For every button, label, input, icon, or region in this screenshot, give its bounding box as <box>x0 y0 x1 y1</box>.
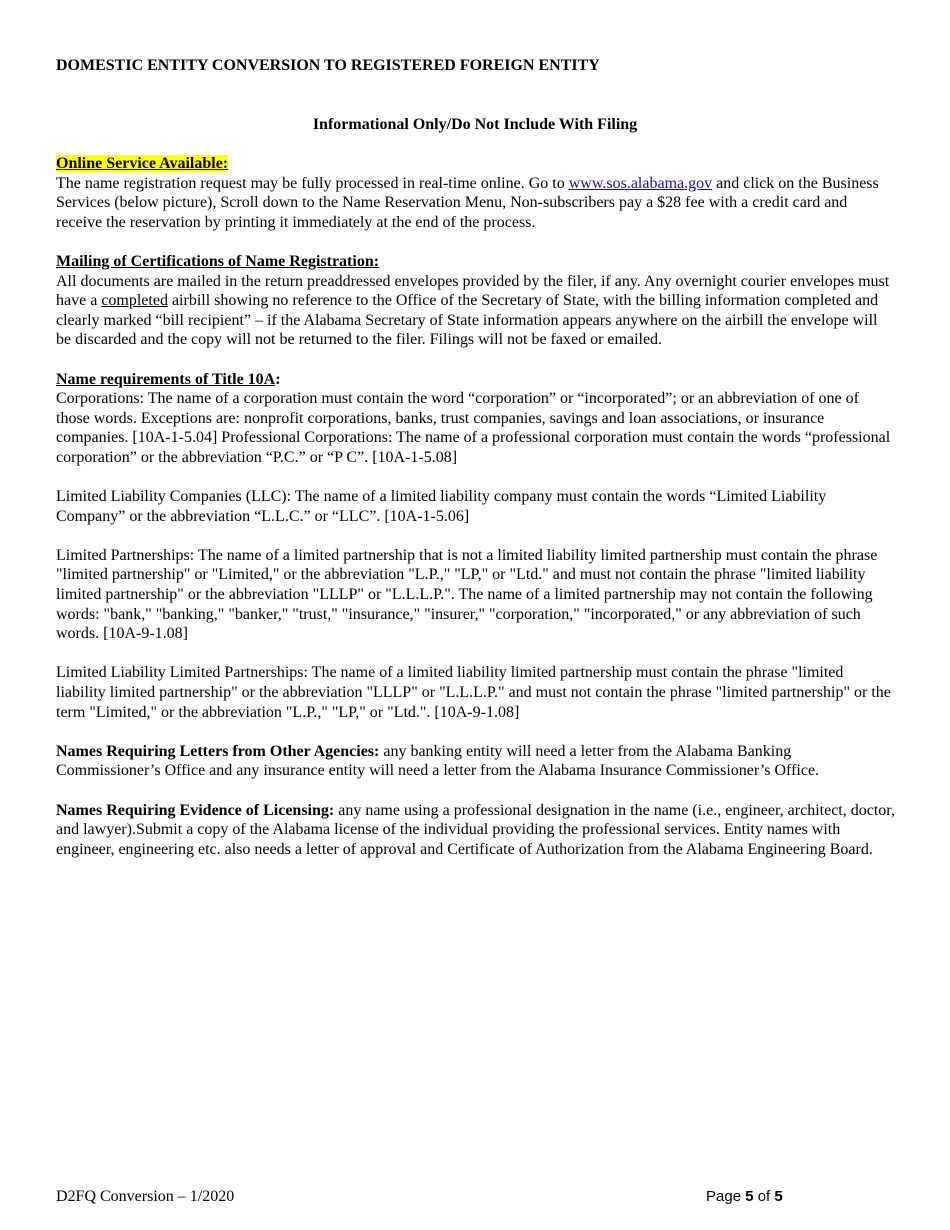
online-service-text-end: and click on the Business Services (below picture), Scroll down to the Name Reservation Menu, Non-subscribers pay a $28 fee with a credit card and receive the reservation by printing it immediately at the end of the process. <box>56 174 879 231</box>
completed-underlined-word: completed <box>101 292 168 310</box>
page-word: Page <box>706 1188 746 1205</box>
licensing-text: any name using a professional designation in the name (i.e., engineer, architect, doctor, and lawyer).Submit a copy of the Alabama license of the individual providing the professional services. Entity names with engineer, engineering etc. also needs a letter of approval and Certificate of Authorization from the Alabama Engineering Board. <box>56 801 895 858</box>
other-agencies-section <box>56 742 896 781</box>
corporations-paragraph: Corporations: The name of a corporation must contain the word “corporation” or “incorporated”; or an abbreviation of one of those words. Exceptions are: nonprofit corporations, banks, trust companies, savings and loan associations, or insurance companies. [10A-1-5.04] Professional Corporations: The name of a professional corporation must contain the words “professional corporation” or the abbreviation “P.C.” or “P C”. [10A-1-5.08] <box>56 390 891 466</box>
mailing-heading: Mailing of Certifications of Name Registration: <box>56 252 380 270</box>
document-title: DOMESTIC ENTITY CONVERSION TO REGISTERED FOREIGN ENTITY <box>56 57 600 74</box>
name-requirements-section <box>56 370 896 468</box>
licensing-label: Names Requiring Evidence of Licensing: <box>56 801 335 819</box>
lllp-section <box>56 663 896 722</box>
llc-paragraph: Limited Liability Companies (LLC): The name of a limited liability company must contain the words “Limited Liability Company” or the abbreviation “L.L.C.” or “LLC”. [10A-1-5.06] <box>56 488 827 525</box>
online-service-section <box>56 154 896 232</box>
limited-partnerships-paragraph: Limited Partnerships: The name of a limited partnership that is not a limited liability limited partnership must contain the phrase "limited partnership" or "Limited," or the abbreviation "L.P.," "LP," or "Ltd." and must not contain the phrase "limited liability limited partnership" or the abbreviation "LLLP" or "L.L.L.P.". The name of a limited partnership may not contain the following words: "bank," "banking," "banker," "trust," "insurance," "insurer," "corporation," "incorporated," or any abbreviation of such words. [10A-9-1.08] <box>56 546 878 643</box>
name-requirements-heading-colon: : <box>275 370 281 388</box>
online-service-paragraph <box>56 174 896 233</box>
name-requirements-heading: Name requirements of Title 10A <box>56 370 276 388</box>
other-agencies-label: Names Requiring Letters from Other Agencies: <box>56 742 380 760</box>
licensing-paragraph <box>56 801 896 860</box>
document-body <box>56 154 896 879</box>
mailing-section <box>56 252 896 350</box>
llc-section <box>56 487 896 526</box>
footer-form-id: D2FQ Conversion – 1/2020 <box>56 1188 235 1205</box>
online-service-heading: Online Service Available: <box>56 155 229 172</box>
licensing-section <box>56 801 896 860</box>
online-service-text-start: The name registration request may be fully processed in real-time online. Go to <box>56 174 569 192</box>
sos-website-link[interactable]: www.sos.alabama.gov <box>568 174 713 192</box>
mailing-text-end: airbill showing no reference to the Office of the Secretary of State, with the billing information completed and clearly marked “bill recipient” – if the Alabama Secretary of State information appears anywhere on the airbill the envelope will be discarded and the copy will not be returned to the filer. Filings will not be faxed or emailed. <box>56 292 879 349</box>
page-of: of <box>753 1188 775 1205</box>
limited-partnerships-section <box>56 546 896 644</box>
page-current: 5 <box>745 1188 754 1205</box>
other-agencies-paragraph <box>56 742 896 781</box>
mailing-text-start: All documents are mailed in the return preaddressed envelopes provided by the filer, if any. Any overnight courier envelopes must have a <box>56 272 890 310</box>
footer-page-number <box>706 1188 783 1205</box>
page-total: 5 <box>774 1188 783 1205</box>
lllp-paragraph: Limited Liability Limited Partnerships: The name of a limited liability limited partnership must contain the phrase "limited liability limited partnership" or the abbreviation "LLLP" or "L.L.L.P." and must not contain the phrase "limited partnership" or the term "Limited," or the abbreviation "L.P.," "LP," or "Ltd.". [10A-9-1.08] <box>56 664 891 721</box>
informational-subtitle: Informational Only/Do Not Include With Filing <box>312 116 638 133</box>
other-agencies-text: any banking entity will need a letter from the Alabama Banking Commissioner’s Office and any insurance entity will need a letter from the Alabama Insurance Commissioner’s Office. <box>56 742 820 780</box>
mailing-paragraph <box>56 272 896 350</box>
